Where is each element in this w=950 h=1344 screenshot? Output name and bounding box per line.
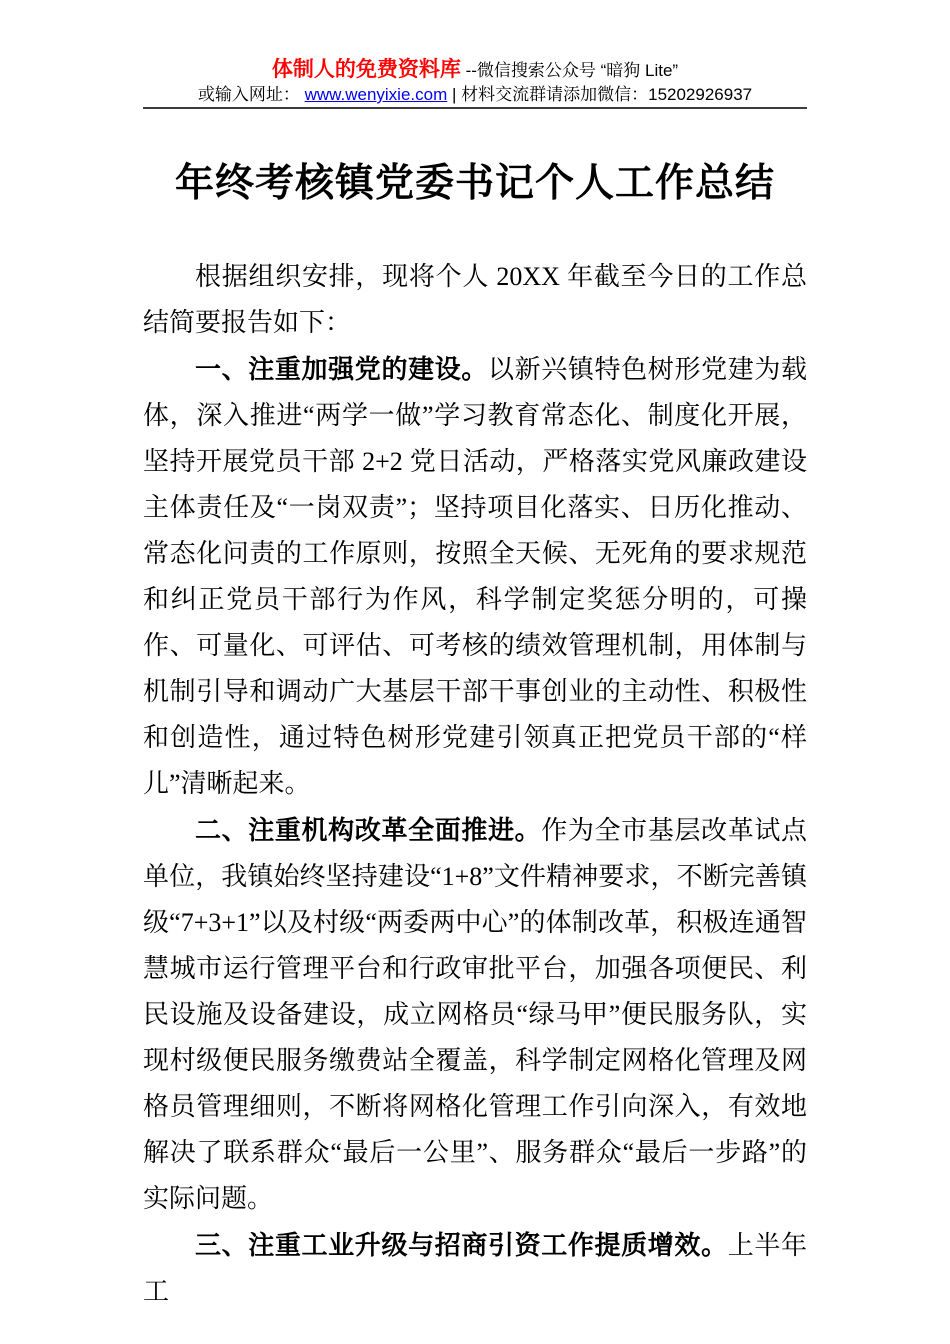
intro-paragraph: [143, 253, 807, 346]
section-1-paragraph: [143, 346, 807, 807]
header-tagline: --微信搜索公众号 “暗狗 Lite”: [460, 61, 679, 80]
section-2-heading: 二、注重机构改革全面推进。: [195, 815, 542, 845]
section-3-paragraph: [143, 1222, 807, 1315]
document-body: [143, 253, 807, 1315]
header-contact-text: | 材料交流群请添加微信：15202926937: [447, 85, 753, 104]
page-header: [143, 0, 807, 109]
section-2-text: 作为全市基层改革试点单位，我镇始终坚持建设“1+8”文件精神要求，不断完善镇级“7+3+1”以及村级“两委两中心”的体制改革，积极连通智慧城市运行管理平台和行政审批平台，加强各项便民、利民设施及设备建设，成立网格员“绿马甲”便民服务队，实现村级便民服务缴费站全覆盖，科学制定网格化管理及网格员管理细则，不断将网格化管理工作引向深入，有效地解决了联系群众“最后一公里”、服务群众“最后一步路”的实际问题。: [143, 816, 807, 1213]
header-url-link[interactable]: www.wenyixie.com: [304, 85, 448, 104]
intro-paragraph-text: 根据组织安排，现将个人 20XX 年截至今日的工作总结简要报告如下：: [143, 262, 807, 337]
header-rule: [143, 107, 807, 109]
header-brand-text: 体制人的免费资料库: [271, 58, 461, 81]
section-3-text: 上半年工: [143, 1231, 807, 1306]
section-3-heading: 三、注重工业升级与招商引资工作提质增效。: [195, 1230, 728, 1260]
section-1-heading: 一、注重加强党的建设。: [195, 354, 488, 384]
section-2-paragraph: [143, 807, 807, 1222]
header-line-2: [143, 83, 807, 106]
document-title: 年终考核镇党委书记个人工作总结: [174, 162, 775, 205]
header-line-1: [143, 58, 807, 83]
section-1-text: 以新兴镇特色树形党建为载体，深入推进“两学一做”学习教育常态化、制度化开展，坚持开展党员干部 2+2 党日活动，严格落实党风廉政建设主体责任及“一岗双责”；坚持项目化落实、日历化推动、常态化问责的工作原则，按照全天候、无死角的要求规范和纠正党员干部行为作风，科学制定奖惩分明的，可操作、可量化、可评估、可考核的绩效管理机制，用体制与机制引导和调动广大基层干部干事创业的主动性、积极性和创造性，通过特色树形党建引领真正把党员干部的“样儿”清晰起来。: [143, 355, 807, 798]
header-url-prefix: 或输入网址：: [197, 85, 305, 104]
